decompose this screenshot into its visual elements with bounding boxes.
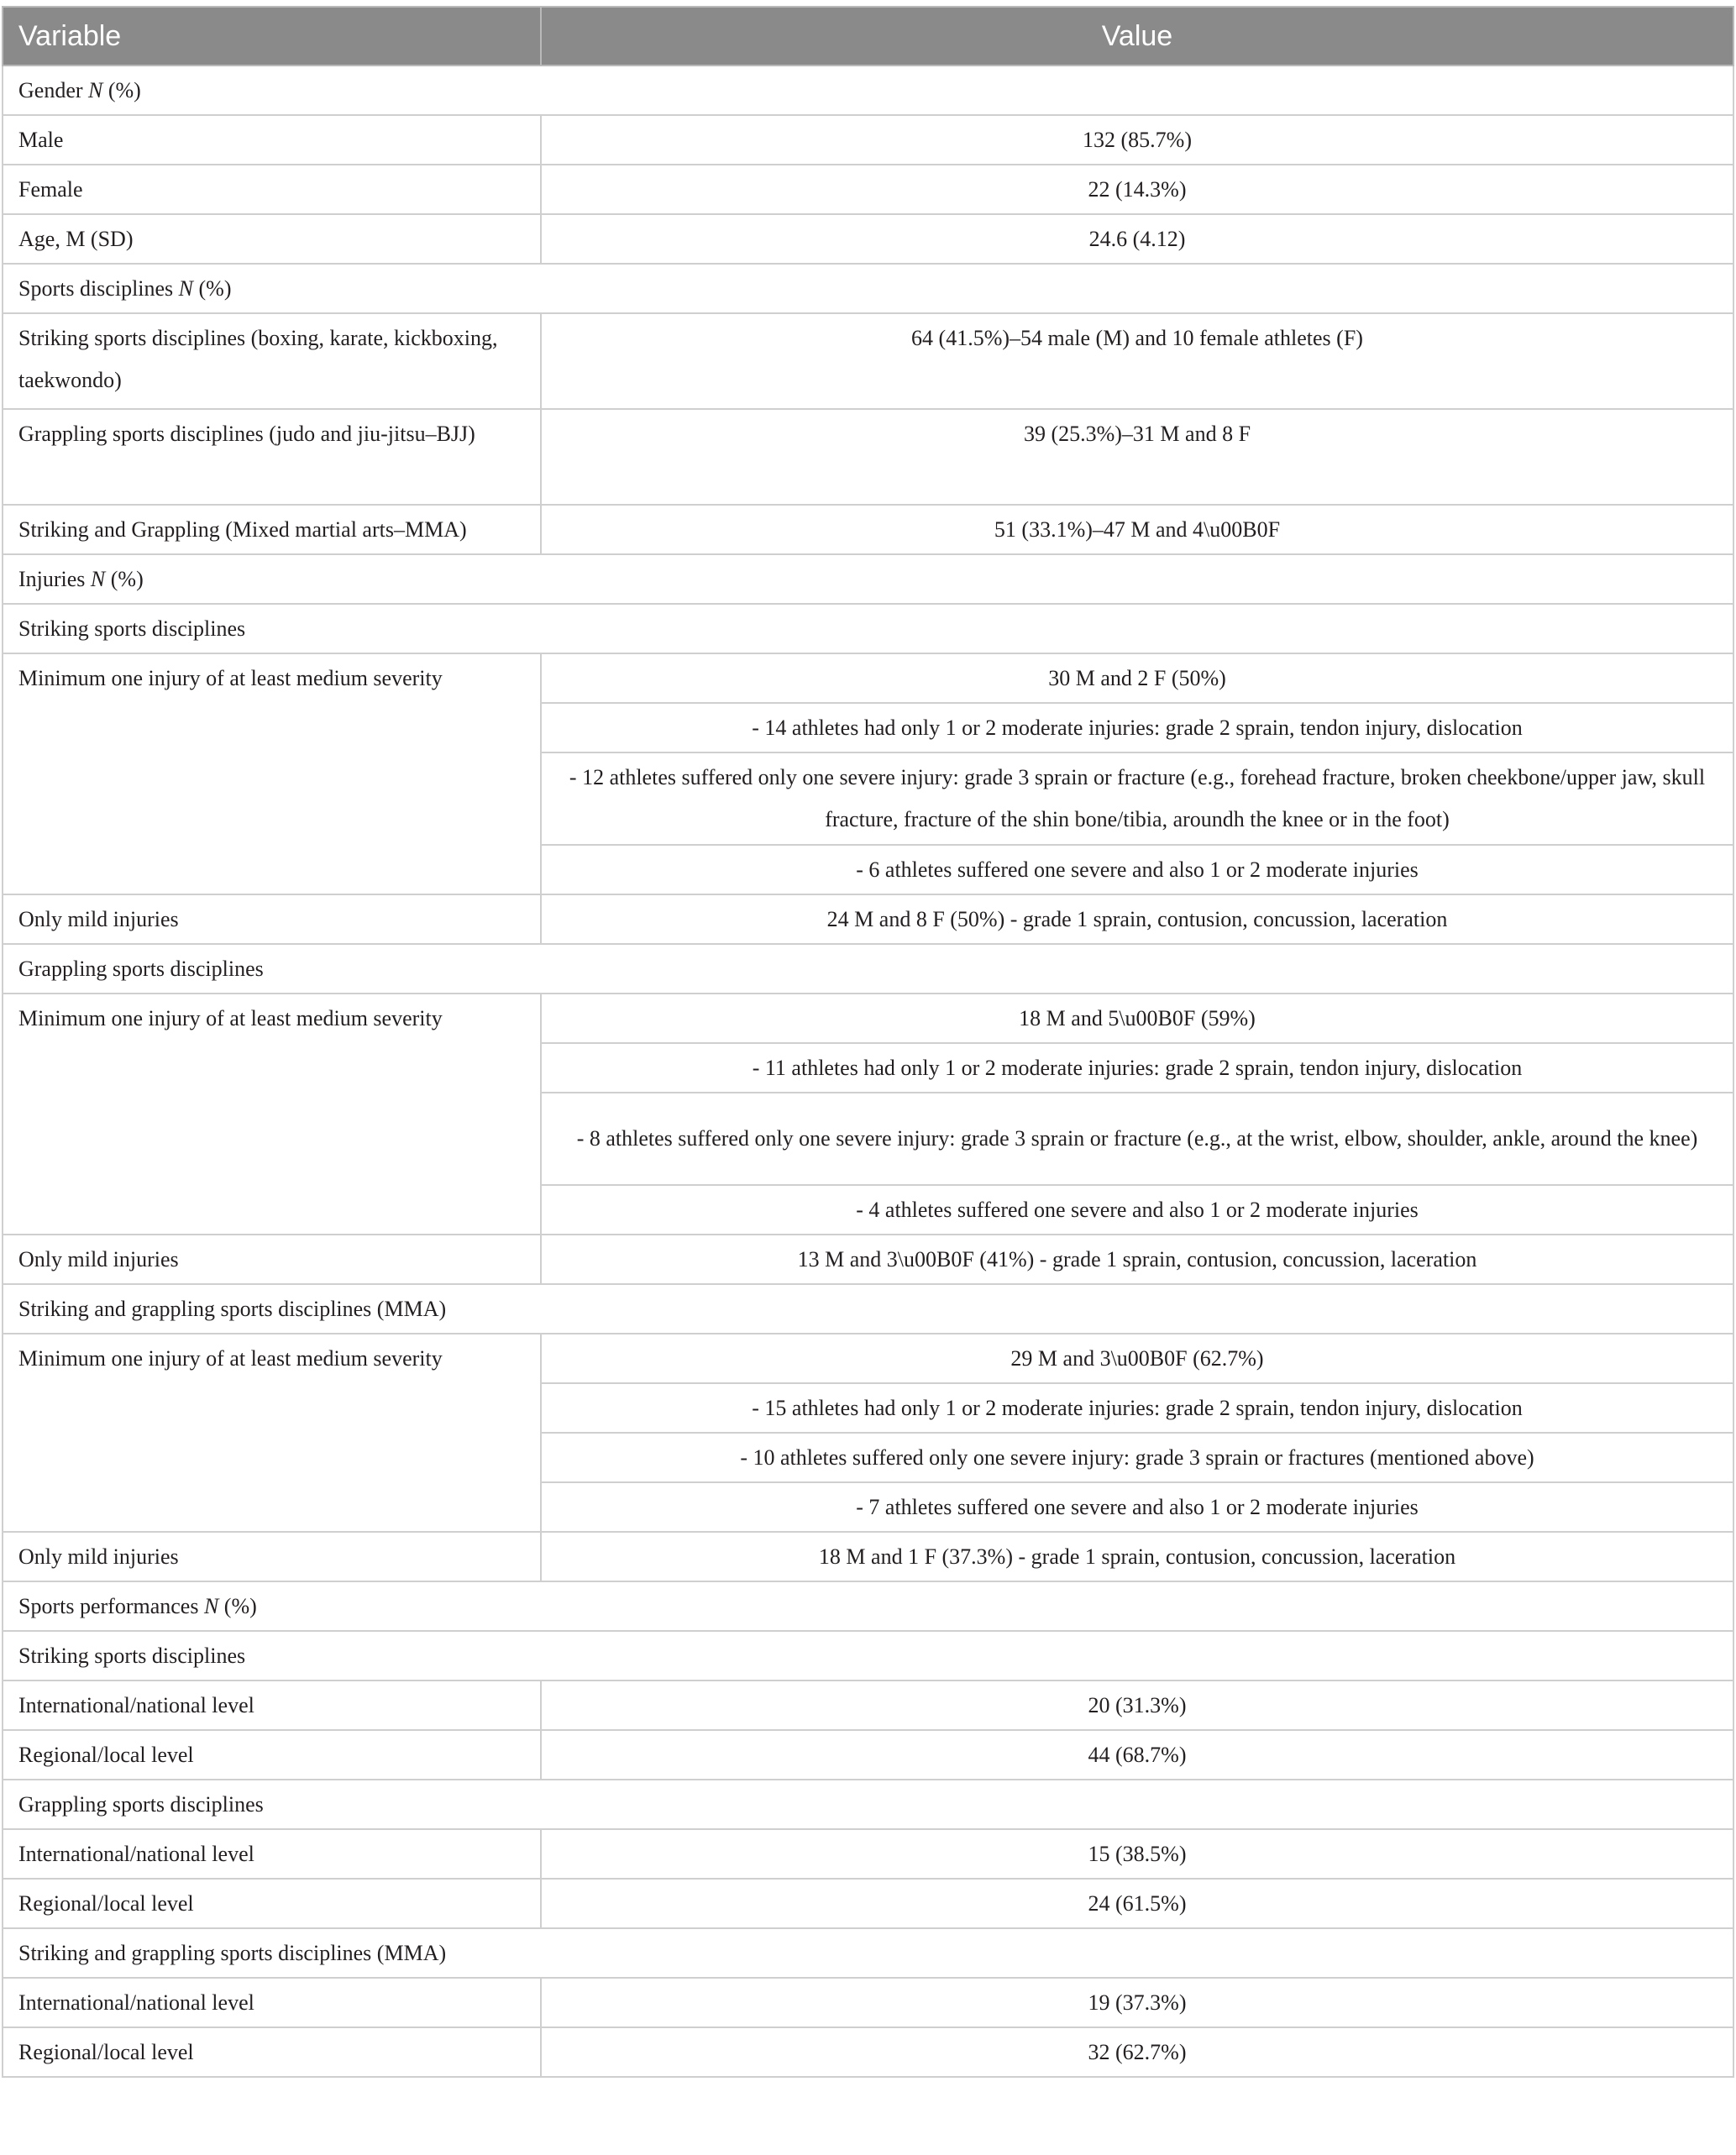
- row-value: - 14 athletes had only 1 or 2 moderate injuries: grade 2 sprain, tendon injury, dislocation: [541, 703, 1733, 752]
- row-label: Only mild injuries: [3, 894, 541, 944]
- row-label: International/national level: [3, 1978, 541, 2027]
- row-label: Only mild injuries: [3, 1235, 541, 1284]
- row-label: Regional/local level: [3, 2027, 541, 2077]
- row-value: 32 (62.7%): [541, 2027, 1733, 2077]
- row-value: 64 (41.5%)–54 male (M) and 10 female athletes (F): [541, 313, 1733, 409]
- row-value: - 12 athletes suffered only one severe injury: grade 3 sprain or fracture (e.g., forehead fracture, broken cheekbone/upper jaw, skull fracture, fracture of the shin bone/tibia, aroundh the knee or in the foot): [541, 752, 1733, 845]
- subsection-row: [3, 1631, 1733, 1680]
- table-row: [3, 165, 1733, 214]
- section-title-disciplines: Sports disciplines N (%): [3, 264, 1733, 313]
- table-row: [3, 1978, 1733, 2027]
- row-value: 24 M and 8 F (50%) - grade 1 sprain, contusion, concussion, laceration: [541, 894, 1733, 944]
- row-value: 18 M and 1 F (37.3%) - grade 1 sprain, contusion, concussion, laceration: [541, 1532, 1733, 1581]
- row-label: Minimum one injury of at least medium severity: [3, 653, 541, 894]
- subsection-row: [3, 1780, 1733, 1829]
- row-value: 13 M and 3\u00B0F (41%) - grade 1 sprain, contusion, concussion, laceration: [541, 1235, 1733, 1284]
- row-value: 30 M and 2 F (50%): [541, 653, 1733, 703]
- table-row: [3, 1730, 1733, 1780]
- row-label: Regional/local level: [3, 1879, 541, 1928]
- row-value: - 10 athletes suffered only one severe injury: grade 3 sprain or fractures (mentioned above): [541, 1433, 1733, 1482]
- row-value: 132 (85.7%): [541, 115, 1733, 165]
- subsection-title: Striking and grappling sports disciplines (MMA): [3, 1928, 1733, 1978]
- row-label: Male: [3, 115, 541, 165]
- row-value: - 7 athletes suffered one severe and also 1 or 2 moderate injuries: [541, 1482, 1733, 1532]
- header-value: Value: [541, 7, 1733, 66]
- section-row-performance: [3, 1581, 1733, 1631]
- row-value: 20 (31.3%): [541, 1680, 1733, 1730]
- table-row: [3, 1879, 1733, 1928]
- row-label: International/national level: [3, 1680, 541, 1730]
- table-row: [3, 2027, 1733, 2077]
- table-container: [2, 6, 1733, 2078]
- row-value: 51 (33.1%)–47 M and 4\u00B0F: [541, 505, 1733, 554]
- section-title-injuries: Injuries N (%): [3, 554, 1733, 604]
- table-row: [3, 994, 1733, 1043]
- row-label: Grappling sports disciplines (judo and jiu-jitsu–BJJ): [3, 409, 541, 505]
- row-value: 22 (14.3%): [541, 165, 1733, 214]
- row-value: - 6 athletes suffered one severe and also 1 or 2 moderate injuries: [541, 845, 1733, 894]
- row-value: - 15 athletes had only 1 or 2 moderate injuries: grade 2 sprain, tendon injury, dislocation: [541, 1383, 1733, 1433]
- row-value: 18 M and 5\u00B0F (59%): [541, 994, 1733, 1043]
- subsection-row: [3, 944, 1733, 994]
- table-row: [3, 653, 1733, 703]
- table-row: [3, 1334, 1733, 1383]
- row-value: 44 (68.7%): [541, 1730, 1733, 1780]
- table-row: [3, 1235, 1733, 1284]
- section-row-disciplines: [3, 264, 1733, 313]
- row-label: Striking and Grappling (Mixed martial arts–MMA): [3, 505, 541, 554]
- row-value: 24 (61.5%): [541, 1879, 1733, 1928]
- section-row-gender: [3, 66, 1733, 115]
- row-value: - 4 athletes suffered one severe and also 1 or 2 moderate injuries: [541, 1185, 1733, 1235]
- row-label: Female: [3, 165, 541, 214]
- row-value: - 11 athletes had only 1 or 2 moderate injuries: grade 2 sprain, tendon injury, dislocation: [541, 1043, 1733, 1093]
- subsection-title: Striking and grappling sports disciplines (MMA): [3, 1284, 1733, 1334]
- subsection-title: Striking sports disciplines: [3, 604, 1733, 653]
- table-row: [3, 115, 1733, 165]
- subsection-row: [3, 1284, 1733, 1334]
- subsection-title: Grappling sports disciplines: [3, 1780, 1733, 1829]
- table-row: [3, 1680, 1733, 1730]
- row-value: 15 (38.5%): [541, 1829, 1733, 1879]
- table-row: [3, 313, 1733, 409]
- subsection-title: Striking sports disciplines: [3, 1631, 1733, 1680]
- demographics-table: [2, 6, 1734, 2078]
- section-title-gender: Gender N (%): [3, 66, 1733, 115]
- table-row: [3, 505, 1733, 554]
- row-label: Minimum one injury of at least medium severity: [3, 1334, 541, 1532]
- header-variable: Variable: [3, 7, 541, 66]
- row-label: Age, M (SD): [3, 214, 541, 264]
- row-value: - 8 athletes suffered only one severe injury: grade 3 sprain or fracture (e.g., at the wrist, elbow, shoulder, ankle, around the knee): [541, 1093, 1733, 1185]
- row-label: Regional/local level: [3, 1730, 541, 1780]
- row-value: 29 M and 3\u00B0F (62.7%): [541, 1334, 1733, 1383]
- row-value: 39 (25.3%)–31 M and 8 F: [541, 409, 1733, 505]
- subsection-title: Grappling sports disciplines: [3, 944, 1733, 994]
- section-title-performance: Sports performances N (%): [3, 1581, 1733, 1631]
- section-row-injuries: [3, 554, 1733, 604]
- table-row: [3, 214, 1733, 264]
- table-row: [3, 1829, 1733, 1879]
- row-value: 19 (37.3%): [541, 1978, 1733, 2027]
- header-row: [3, 7, 1733, 66]
- row-label: International/national level: [3, 1829, 541, 1879]
- row-label: Minimum one injury of at least medium severity: [3, 994, 541, 1235]
- table-row: [3, 1532, 1733, 1581]
- subsection-row: [3, 1928, 1733, 1978]
- table-row: [3, 894, 1733, 944]
- row-value: 24.6 (4.12): [541, 214, 1733, 264]
- subsection-row: [3, 604, 1733, 653]
- row-label: Only mild injuries: [3, 1532, 541, 1581]
- row-label: Striking sports disciplines (boxing, karate, kickboxing, taekwondo): [3, 313, 541, 409]
- table-row: [3, 409, 1733, 505]
